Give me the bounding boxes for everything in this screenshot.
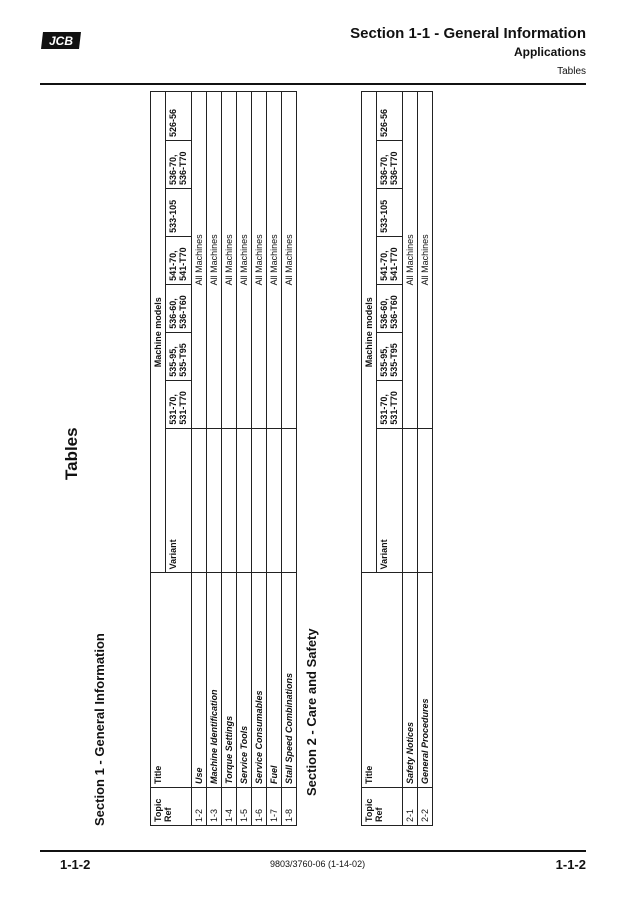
- table-row: [222, 92, 237, 826]
- topic-ref: 2-1: [403, 788, 418, 826]
- topic-ref: 1-8: [282, 788, 297, 826]
- footer-doc-ref: 9803/3760-06 (1-14-02): [270, 859, 366, 869]
- footer-page-left: 1-1-2: [60, 857, 91, 872]
- applicability: All Machines: [222, 92, 237, 429]
- section1-table: [150, 91, 297, 826]
- section2-table: [361, 91, 433, 826]
- svg-text:JCB: JCB: [48, 34, 74, 48]
- topic-title: Service Tools: [237, 573, 252, 788]
- header-subtitle: Applications: [513, 45, 586, 59]
- model-header: 536-70, 536-T70: [377, 141, 403, 189]
- header-title: Title: [151, 573, 192, 788]
- applicability: All Machines: [403, 92, 418, 429]
- jcb-logo: [40, 30, 82, 51]
- model-header: 531-70, 531-T70: [166, 380, 192, 428]
- table-row: [192, 92, 207, 826]
- applicability: All Machines: [267, 92, 282, 429]
- topic-ref: 1-2: [192, 788, 207, 826]
- model-header: 526-56: [377, 92, 403, 141]
- topic-title: Fuel: [267, 573, 282, 788]
- model-header: 533-105: [166, 188, 192, 236]
- applicability: All Machines: [252, 92, 267, 429]
- applicability: All Machines: [192, 92, 207, 429]
- table-row: [418, 92, 433, 826]
- topic-ref: 2-2: [418, 788, 433, 826]
- table-row: [207, 92, 222, 826]
- model-header: 541-70, 541-T70: [377, 236, 403, 284]
- header-variant: Variant: [166, 428, 192, 573]
- applicability: All Machines: [207, 92, 222, 429]
- model-header: 526-56: [166, 92, 192, 141]
- header-machine-models: Machine models: [151, 92, 166, 573]
- model-header: 541-70, 541-T70: [166, 236, 192, 284]
- model-header: 536-70, 536-T70: [166, 141, 192, 189]
- model-header: 535-95, 535-T95: [377, 332, 403, 380]
- topic-title: Machine Identification: [207, 573, 222, 788]
- topic-ref: 1-6: [252, 788, 267, 826]
- header-section-title: Section 1-1 - General Information: [350, 25, 586, 42]
- header-variant: Variant: [377, 428, 403, 573]
- topic-title: Use: [192, 573, 207, 788]
- table-row: [267, 92, 282, 826]
- header-topic-ref: Topic Ref: [151, 788, 192, 826]
- topic-title: Safety Notices: [403, 573, 418, 788]
- table-row: [282, 92, 297, 826]
- footer-rule: [40, 850, 586, 852]
- table-row: [403, 92, 418, 826]
- model-header: 535-95, 535-T95: [166, 332, 192, 380]
- header-topic-ref: Topic Ref: [362, 788, 403, 826]
- applicability: All Machines: [282, 92, 297, 429]
- topic-title: Service Consumables: [252, 573, 267, 788]
- topic-title: General Procedures: [418, 573, 433, 788]
- header-rule: [40, 83, 586, 85]
- header-subsubtitle: Tables: [557, 66, 586, 77]
- topic-ref: 1-5: [237, 788, 252, 826]
- topic-ref: 1-7: [267, 788, 282, 826]
- table-row: [237, 92, 252, 826]
- table-row: [252, 92, 267, 826]
- section1-heading: Section 1 - General Information: [92, 633, 107, 826]
- topic-ref: 1-3: [207, 788, 222, 826]
- applicability: All Machines: [418, 92, 433, 429]
- header-machine-models: Machine models: [362, 92, 377, 573]
- model-header: 533-105: [377, 188, 403, 236]
- section1-table-wrapper: [150, 91, 297, 826]
- model-header: 536-60, 536-T60: [377, 284, 403, 332]
- applicability: All Machines: [237, 92, 252, 429]
- topic-title: Torque Settings: [222, 573, 237, 788]
- model-header: 531-70, 531-T70: [377, 380, 403, 428]
- section2-table-wrapper: [361, 91, 433, 826]
- section2-heading: Section 2 - Care and Safety: [304, 628, 319, 796]
- page-heading: Tables: [62, 427, 81, 480]
- topic-title: Stall Speed Combinations: [282, 573, 297, 788]
- topic-ref: 1-4: [222, 788, 237, 826]
- model-header: 536-60, 536-T60: [166, 284, 192, 332]
- footer-page-right: 1-1-2: [555, 857, 586, 872]
- header-title: Title: [362, 573, 403, 788]
